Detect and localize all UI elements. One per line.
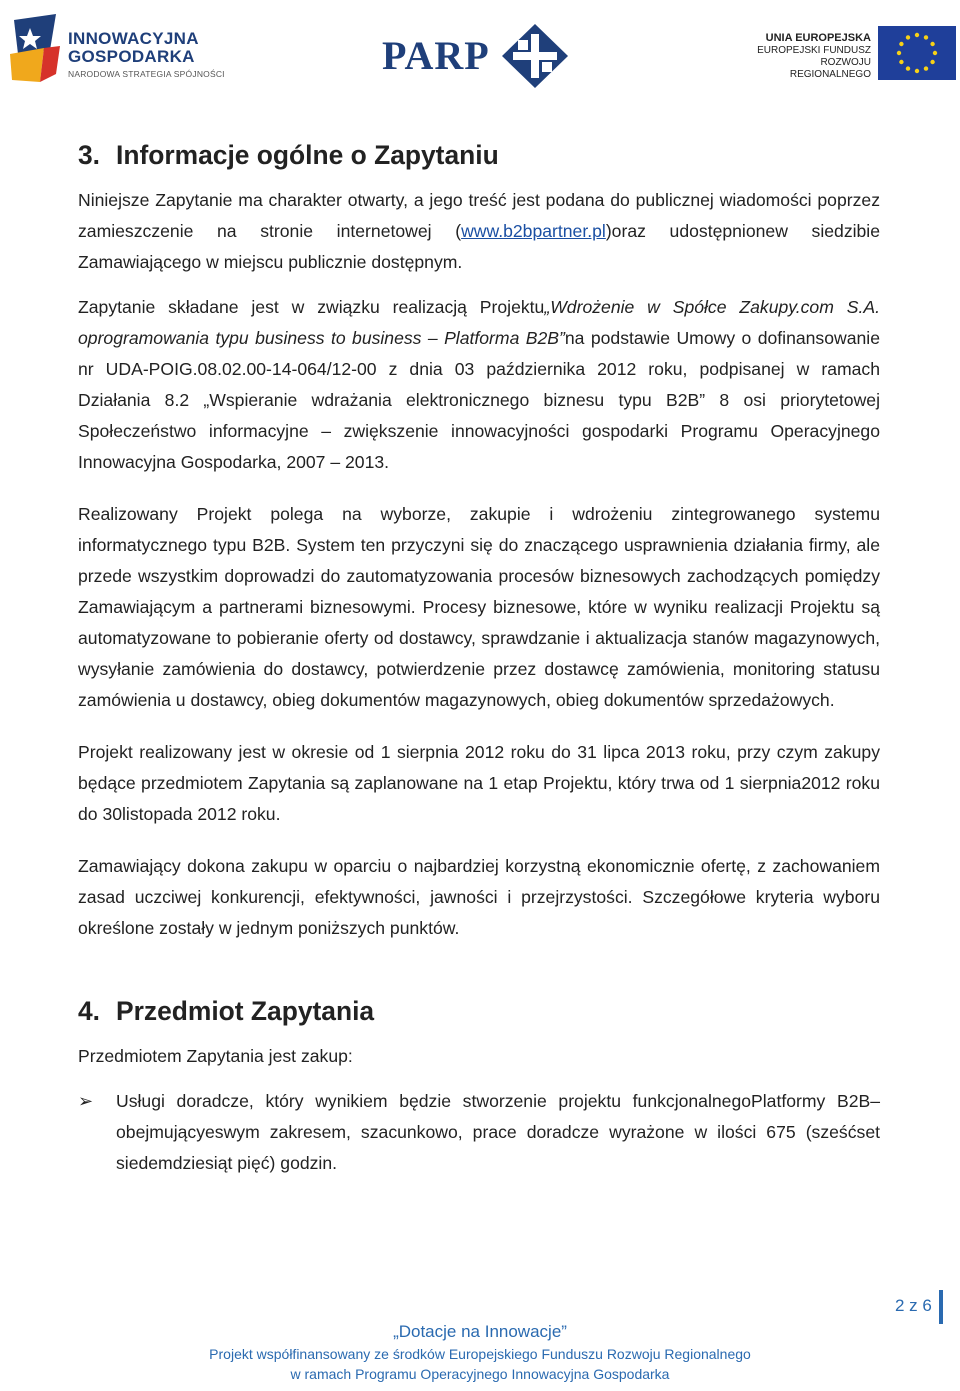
page-footer	[0, 1320, 960, 1384]
page-number-bar	[939, 1290, 943, 1324]
parp-logo	[382, 20, 574, 90]
project-basis-text-end: na podstawie Umowy o dofinansowanie nr UDA-POIG.08.02.00-14-064/12-00 z dnia 03 października 2012 roku, podpisanej w ramach Działania 8.2 „Wspieranie wdrażania elektronicznego biznesu typu B2B” 8 osi priorytetowej Społeczeństwo informacyjne – zwiększenie innowacyjności gospodarki Programu Operacyjnego Innowacyjna Gospodarka, 2007 – 2013.	[78, 328, 880, 472]
ig-logo-line2: GOSPODARKA	[68, 47, 195, 66]
eu-logo-line3: ROZWOJU REGIONALNEGO	[789, 57, 871, 80]
eu-logo-line2: EUROPEJSKI FUNDUSZ	[757, 45, 871, 56]
parp-cross-icon	[500, 22, 570, 90]
eu-logo-line1: UNIA EUROPEJSKA	[765, 32, 871, 44]
paragraph-project-basis	[78, 292, 880, 478]
ig-logo-line1: INNOWACYJNA	[68, 29, 199, 48]
page-header	[0, 0, 960, 100]
ig-logo-line3: NARODOWA STRATEGIA SPÓJNOŚCI	[68, 69, 225, 79]
section-4-heading	[78, 996, 880, 1027]
eu-flag-icon	[878, 26, 956, 80]
paragraph-publication	[78, 185, 880, 278]
paragraph-publication-text-end: )oraz udostępnionew siedzibie Zamawiającego w miejscu publicznie dostępnym.	[78, 221, 881, 272]
paragraph-selection-rules: Zamawiający dokona zakupu w oparciu o najbardziej korzystną ekonomicznie ofertę, z zachowaniem zasad uczciwej konkurencji, efektywności, jawności i przejrzystości. Szczegółowe kryteria wyboru określone zostały w jednym poniższych punktów.	[78, 856, 880, 938]
footer-operational-program: w ramach Programu Operacyjnego Innowacyjna Gospodarka	[290, 1366, 670, 1382]
paragraph-publication-text: Niniejsze Zapytanie ma charakter otwarty, a jego treść jest podana do publicznej wiadomości poprzez zamieszczenie na stronie internetowej (	[78, 190, 880, 241]
document-body	[78, 140, 880, 1179]
project-basis-text: Zapytanie składane jest w związku realizacją Projektu	[78, 297, 545, 317]
footer-program-name: „Dotacje na Innowacje”	[393, 1322, 567, 1341]
eu-logo	[750, 26, 956, 80]
section-4-number: 4.	[78, 996, 101, 1026]
section-4-title: Przedmiot Zapytania	[116, 996, 375, 1026]
arrow-bullet-icon: ➢	[78, 1091, 94, 1111]
footer-cofinancing: Projekt współfinansowany ze środków Europejskiego Funduszu Rozwoju Regionalnego	[209, 1346, 751, 1362]
paragraph-project-timeline: Projekt realizowany jest w okresie od 1 sierpnia 2012 roku do 31 lipca 2013 roku, przy czym zakupy będące przedmiotem Zapytania są zaplanowane na 1 etap Projektu, który trwa od 1 sierpnia2012 roku do 30listopada 2012 roku.	[78, 742, 880, 824]
section-3-heading	[78, 140, 880, 171]
parp-logo-word: PARP	[382, 33, 490, 78]
innowacyjna-gospodarka-emblem-icon	[10, 14, 62, 84]
innowacyjna-gospodarka-logo	[10, 14, 225, 84]
bullet-item-text: Usługi doradcze, który wynikiem będzie stworzenie projektu funkcjonalnegoPlatformy B2B– obejmującyeswym zakresem, szacunkowo, prace doradcze wyrażone w ilości 675 (sześćset siedemdziesiąt pięć) godzin.	[116, 1091, 880, 1173]
section-3-title: Informacje ogólne o Zapytaniu	[116, 140, 499, 170]
paragraph-purchase-intro: Przedmiotem Zapytania jest zakup:	[78, 1046, 353, 1066]
bullet-item	[78, 1086, 880, 1179]
paragraph-project-description: Realizowany Projekt polega na wyborze, zakupie i wdrożeniu zintegrowanego systemu informatycznego typu B2B. System ten przyczyni się do znaczącego usprawnienia działania firmy, ale przede wszystkim doprowadzi do zautomatyzowania procesów biznesowych zachodzących pomiędzy Zamawiającym a partnerami biznesowymi. Procesy biznesowe, które w wyniku realizacji Projektu są automatyzowane to pobieranie oferty od dostawcy, sprawdzanie i aktualizacja stanów magazynowych, wysyłanie zamówienia do dostawcy, potwierdzenie przez dostawcę zamówienia, monitoring statusu zamówienia u dostawcy, obieg dokumentów magazynowych, obieg dokumentów sprzedażowych.	[78, 504, 880, 710]
section-3-number: 3.	[78, 140, 101, 170]
page-number: 2 z 6	[895, 1296, 932, 1315]
b2bpartner-link[interactable]: www.b2bpartner.pl	[461, 221, 606, 241]
project-title-italic: „Wdrożenie w Spółce Zakupy.com S.A. oprogramowania typu business to business – Platforma B2B”	[78, 297, 880, 348]
